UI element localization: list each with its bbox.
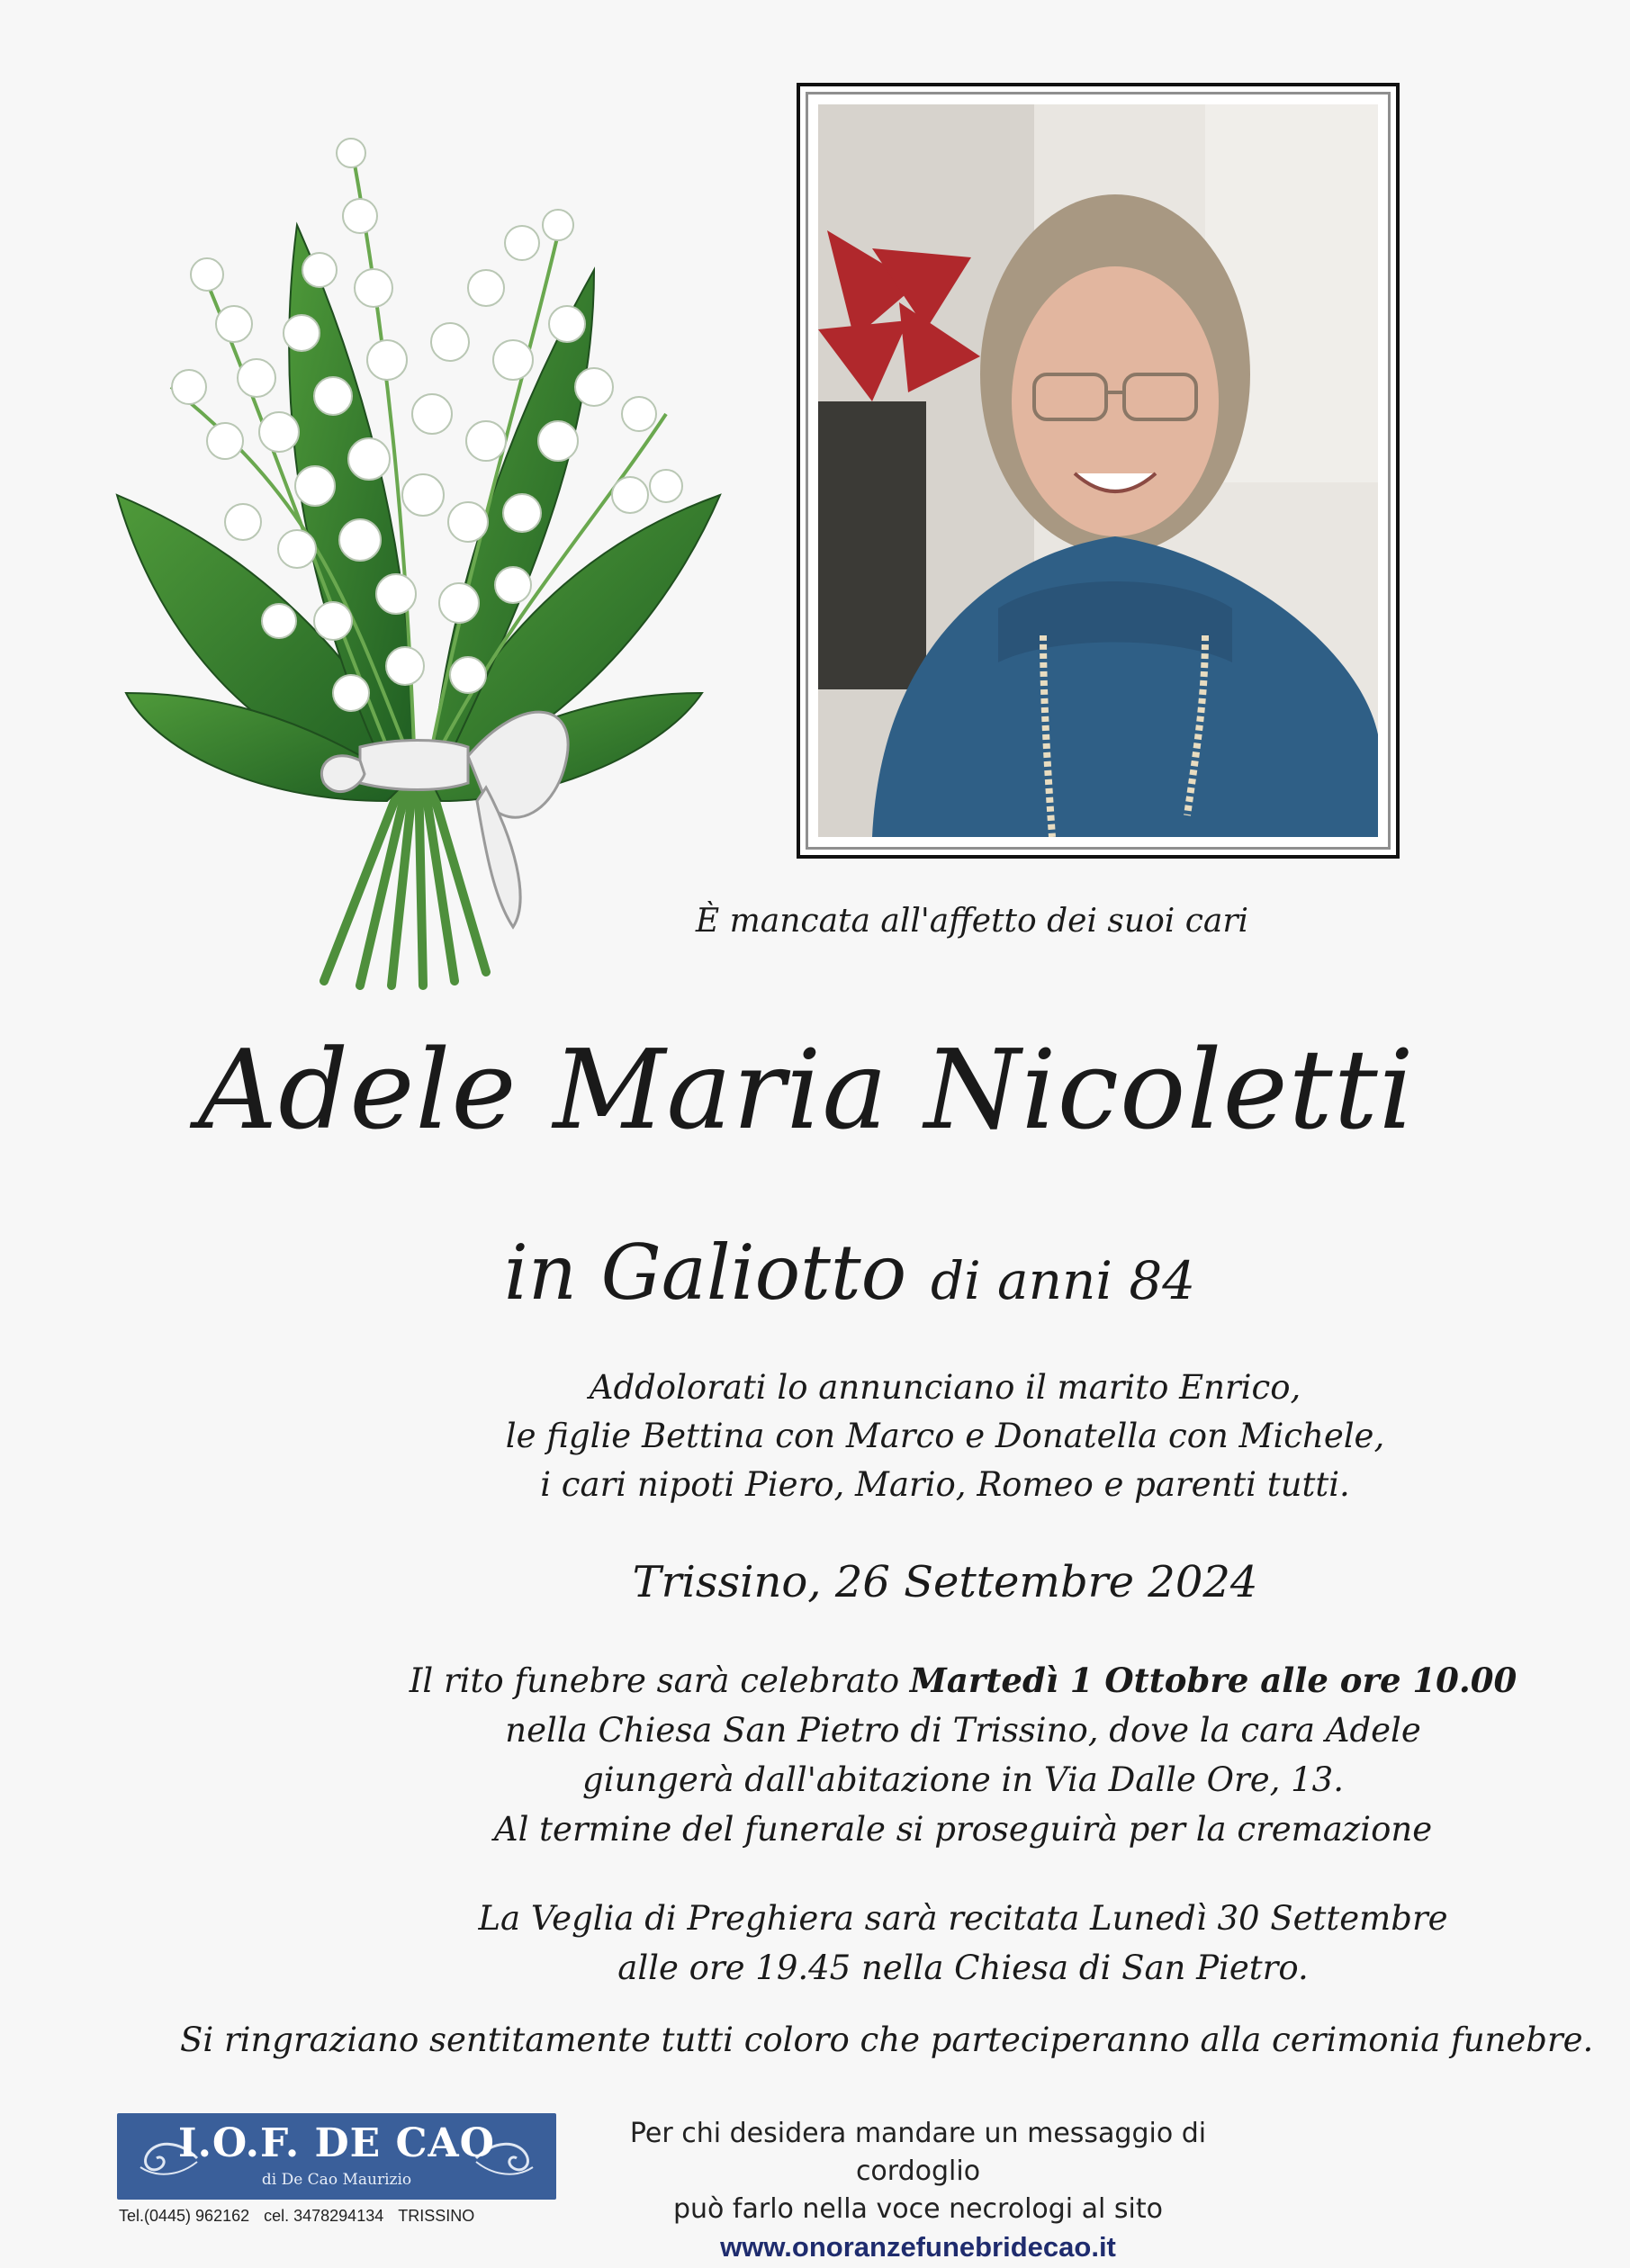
- funeral-line: [378, 1656, 1548, 1706]
- age: di anni 84: [930, 1250, 1196, 1311]
- website-link[interactable]: www.onoranzefunebridecao.it: [720, 2231, 1116, 2263]
- mourners-line: Addolorati lo annunciano il marito Enrico,: [589, 1368, 1301, 1407]
- condolence-message: [567, 2115, 1269, 2266]
- logo-subtitle: di De Cao Maurizio: [261, 2171, 412, 2189]
- place-date: Trissino, 26 Settembre 2024: [632, 1557, 1258, 1607]
- vigil-line: La Veglia di Preghiera sarà recitata Lunedì 30 Settembre: [478, 1899, 1448, 1938]
- thanks-text: Si ringraziano sentitamente tutti coloro che parteciperanno alla cerimonia funebre.: [180, 2020, 1594, 2059]
- funeral-datetime: Martedì 1 Ottobre alle ore 10.00: [909, 1660, 1517, 1700]
- funeral-details: [378, 1656, 1548, 1854]
- condolence-line: Per chi desidera mandare un messaggio di cordoglio: [629, 2118, 1207, 2187]
- deceased-name: Adele Maria Nicoletti: [198, 1026, 1415, 1154]
- town: TRISSINO: [398, 2207, 475, 2225]
- portrait-frame: [797, 83, 1400, 859]
- lily-of-the-valley-bouquet-icon: [90, 117, 738, 990]
- condolence-line: può farlo nella voce necrologi al sito: [672, 2193, 1164, 2225]
- telephone: Tel.(0445) 962162: [119, 2207, 250, 2225]
- logo-title: I.O.F. DE CAO: [178, 2120, 495, 2166]
- mourners-text: [360, 1364, 1530, 1509]
- intro-text: È mancata all'affetto dei suoi cari: [695, 903, 1249, 940]
- vigil-details: [378, 1894, 1548, 1993]
- funeral-line: Al termine del funerale si proseguirà per la cremazione: [493, 1810, 1433, 1849]
- funeral-line: nella Chiesa San Pietro di Trissino, dove la cara Adele: [505, 1711, 1421, 1750]
- mourners-line: i cari nipoti Piero, Mario, Romeo e parenti tutti.: [540, 1465, 1350, 1504]
- funeral-line: giungerà dall'abitazione in Via Dalle Ore, 13.: [582, 1760, 1344, 1799]
- portrait-photo: [818, 104, 1378, 837]
- mourners-line: le figlie Bettina con Marco e Donatella con Michele,: [505, 1417, 1385, 1455]
- funeral-home-logo: [117, 2113, 556, 2200]
- married-name: in Galiotto: [504, 1228, 907, 1317]
- mobile: cel. 3478294134: [264, 2207, 384, 2225]
- married-name-line: [504, 1228, 1314, 1317]
- funeral-line-prefix: Il rito funebre sarà celebrato: [409, 1661, 910, 1700]
- contact-info: [119, 2207, 569, 2226]
- vigil-line: alle ore 19.45 nella Chiesa di San Pietro.: [617, 1948, 1309, 1987]
